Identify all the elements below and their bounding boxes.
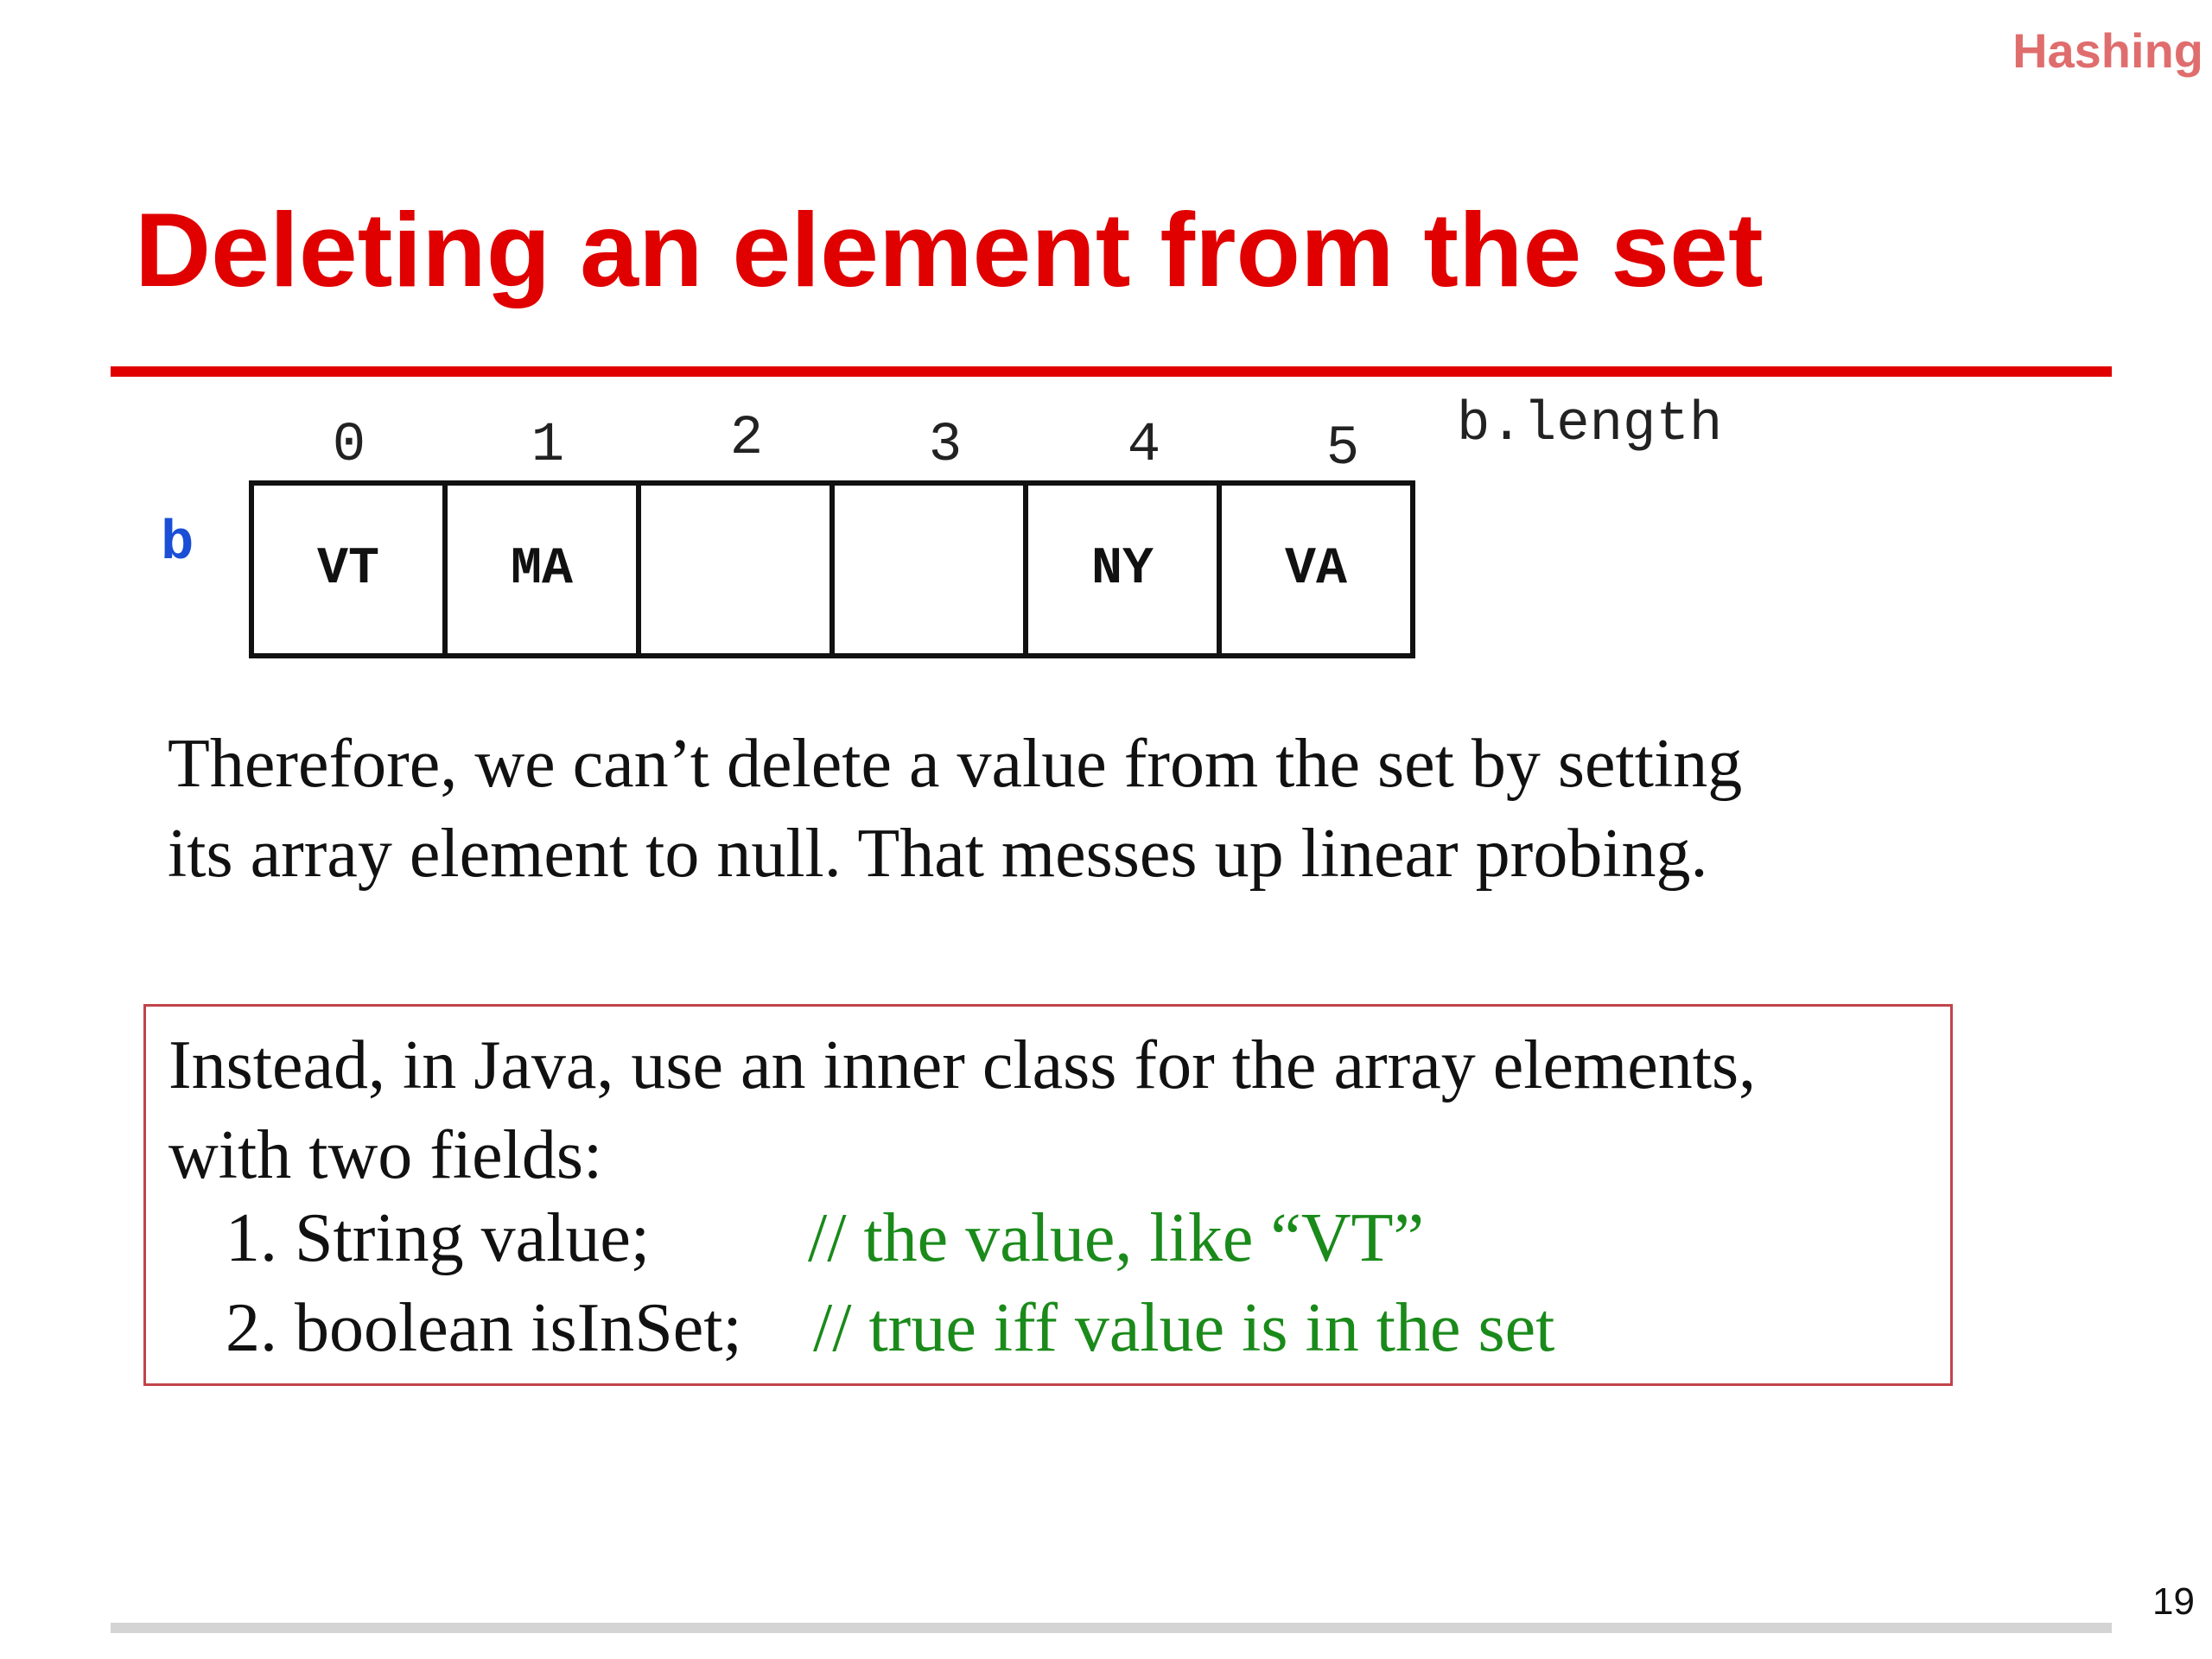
field-comment: // true iff value is in the set	[813, 1290, 1555, 1366]
index-label-1: 1	[531, 415, 565, 477]
array-cells	[249, 480, 1441, 658]
callout-text	[168, 1020, 1931, 1200]
array-cell	[830, 480, 1028, 658]
index-label-0: 0	[332, 415, 366, 477]
array-cell: NY	[1023, 480, 1222, 658]
body-text	[168, 719, 2069, 899]
index-label-5: 5	[1325, 418, 1360, 480]
page-number: 19	[2152, 1580, 2195, 1623]
slide-title: Deleting an element from the set	[135, 191, 1764, 308]
index-label-2: 2	[729, 408, 764, 470]
array-cell	[636, 480, 835, 658]
footer-rule	[111, 1623, 2112, 1633]
body-line: its array element to null. That messes up linear probing.	[168, 816, 1708, 892]
section-tag: Hashing	[2012, 23, 2203, 78]
array-cell: VT	[249, 480, 448, 658]
field-comment: // the value, like “VT”	[808, 1200, 1425, 1276]
callout-line: Instead, in Java, use an inner class for the array elements,	[168, 1027, 1757, 1103]
index-label-4: 4	[1127, 415, 1161, 477]
length-label: b.length	[1457, 394, 1723, 456]
body-line: Therefore, we can’t delete a value from the set by setting	[168, 726, 1743, 802]
callout-box	[143, 1004, 1953, 1386]
array-variable: b	[161, 513, 194, 575]
callout-line: with two fields:	[168, 1117, 603, 1193]
index-label-3: 3	[928, 415, 963, 477]
array-cell: MA	[442, 480, 641, 658]
field-code: 2. boolean isInSet;	[226, 1290, 742, 1366]
field-code: 1. String value;	[226, 1200, 651, 1276]
title-rule	[111, 366, 2112, 377]
array-cell: VA	[1217, 480, 1415, 658]
